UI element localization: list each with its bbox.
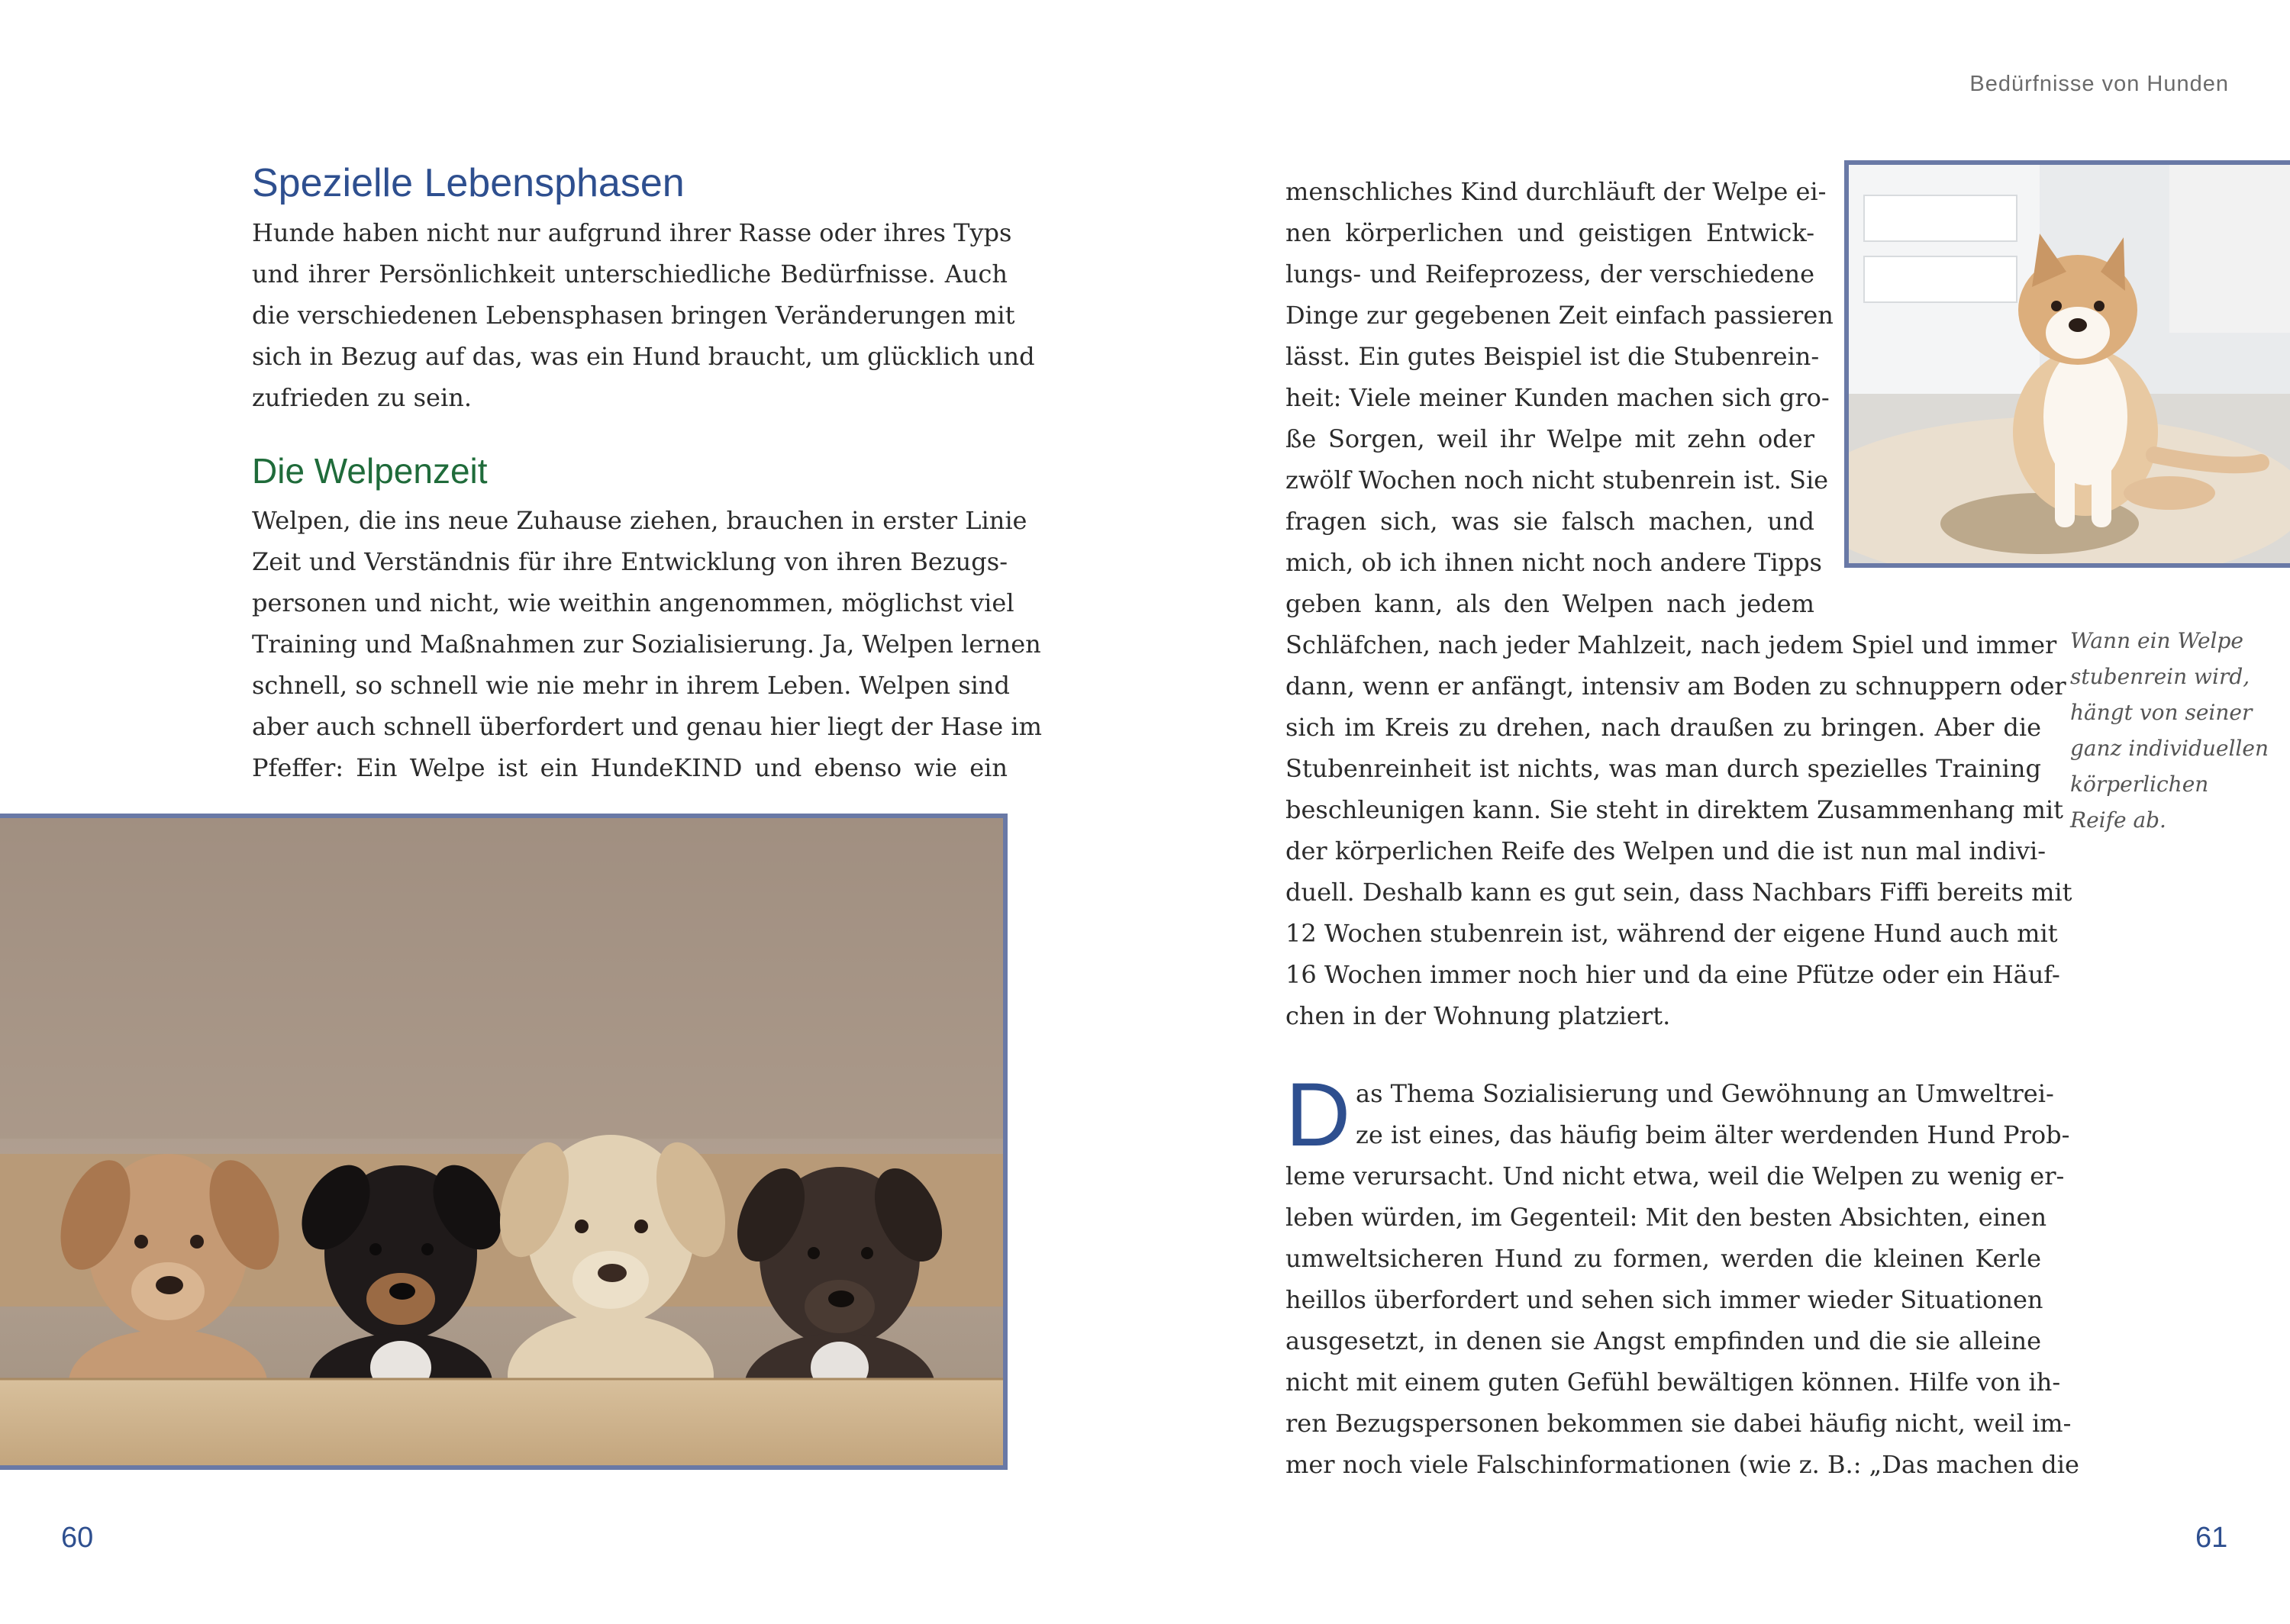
text-line: lungs- und Reifeprozess, der verschiedene — [1285, 259, 1814, 288]
text-line: chen in der Wohnung platziert. — [1285, 1001, 1671, 1030]
text-line: zwölf Wochen noch nicht stubenrein ist. Sie — [1285, 466, 1829, 495]
text-line: ren Bezugspersonen bekommen sie dabei häufig nicht, weil im- — [1285, 1409, 2072, 1438]
text-line: fragen sich, was sie falsch machen, und — [1285, 507, 1814, 536]
text-line: die verschiedenen Lebensphasen bringen Veränderungen mit — [252, 301, 1015, 330]
page-number-right: 61 — [2195, 1522, 2228, 1554]
text-line: schnell, so schnell wie nie mehr in ihrem Leben. Welpen sind — [252, 671, 1010, 700]
text-line: duell. Deshalb kann es gut sein, dass Nachbars Fiffi bereits mit — [1285, 878, 2072, 907]
text-line: personen und nicht, wie weithin angenommen, möglichst viel — [252, 588, 1014, 617]
akita-puppy-illustration — [1849, 165, 2290, 568]
text-line: zufrieden zu sein. — [252, 383, 472, 412]
text-line: mer noch viele Falschinformationen (wie z. B.: „Das machen die — [1285, 1450, 2079, 1479]
text-line: lässt. Ein gutes Beispiel ist die Stubenrein- — [1285, 342, 1820, 371]
text-line: der körperlichen Reife des Welpen und die ist nun mal indivi- — [1285, 836, 2046, 865]
text-line: leme verursacht. Und nicht etwa, weil die Welpen zu wenig er- — [1285, 1162, 2065, 1191]
section-heading-lebensphasen: Spezielle Lebensphasen — [252, 161, 685, 205]
text-line: 12 Wochen stubenrein ist, während der eigene Hund auch mit — [1285, 919, 2058, 948]
paragraph-continuation-wide — [1285, 624, 2072, 1036]
photo-caption: Wann ein Welpe stubenrein wird, hängt von seiner ganz individuellen körperlichen Reife ab. — [2070, 628, 2269, 833]
drop-cap: D — [1285, 1065, 1351, 1165]
paragraph-drop-cap-lines — [1356, 1073, 2070, 1155]
text-line: Zeit und Verständnis für ihre Entwicklung von ihren Bezugs- — [252, 547, 1008, 576]
text-line: sich in Bezug auf das, was ein Hund braucht, um glücklich und — [252, 342, 1035, 371]
akita-puppy-photo — [1844, 160, 2290, 568]
text-line: menschliches Kind durchläuft der Welpe ei- — [1285, 177, 1827, 206]
text-line: leben würden, im Gegenteil: Mit den besten Absichten, einen — [1285, 1203, 2047, 1232]
paragraph-welpenzeit — [252, 500, 1042, 788]
running-head: Bedürfnisse von Hunden — [1969, 72, 2229, 96]
text-line: ausgesetzt, in denen sie Angst empfinden und die sie alleine — [1285, 1326, 2041, 1355]
text-line: Dinge zur gegebenen Zeit einfach passieren — [1285, 301, 1834, 330]
text-line: Pfeffer: Ein Welpe ist ein HundeKIND und ebenso wie ein — [252, 753, 1008, 782]
text-line: geben kann, als den Welpen nach jedem — [1285, 589, 1814, 618]
text-line: Schläfchen, nach jeder Mahlzeit, nach jedem Spiel und immer — [1285, 630, 2057, 659]
text-line: aber auch schnell überfordert und genau hier liegt der Hase im — [252, 712, 1042, 741]
subheading-welpenzeit: Die Welpenzeit — [252, 451, 488, 491]
paragraph-continuation-narrow — [1285, 171, 1834, 624]
text-line: und ihrer Persönlichkeit unterschiedliche Bedürfnisse. Auch — [252, 259, 1008, 288]
text-line: Stubenreinheit ist nichts, was man durch spezielles Training — [1285, 754, 2041, 783]
text-line: ße Sorgen, weil ihr Welpe mit zehn oder — [1285, 424, 1814, 453]
text-line: sich im Kreis zu drehen, nach draußen zu bringen. Aber die — [1285, 713, 2041, 742]
text-line: 16 Wochen immer noch hier und da eine Pfütze oder ein Häuf- — [1285, 960, 2060, 989]
text-line: nicht mit einem guten Gefühl bewältigen können. Hilfe von ih- — [1285, 1368, 2061, 1397]
text-line: nen körperlichen und geistigen Entwick- — [1285, 218, 1814, 247]
paragraph-sozialisierung — [1285, 1155, 2079, 1485]
puppies-illustration — [0, 818, 1008, 1470]
text-line: umweltsicheren Hund zu formen, werden die kleinen Kerle — [1285, 1244, 2041, 1273]
text-line: dann, wenn er anfängt, intensiv am Boden zu schnuppern oder — [1285, 672, 2066, 701]
text-line: ze ist eines, das häufig beim älter werdenden Hund Prob- — [1356, 1120, 2070, 1149]
text-line: mich, ob ich ihnen nicht noch andere Tipps — [1285, 548, 1822, 577]
puppies-photo — [0, 814, 1008, 1470]
text-line: beschleunigen kann. Sie steht in direktem Zusammenhang mit — [1285, 795, 2063, 824]
text-line: Welpen, die ins neue Zuhause ziehen, brauchen in erster Linie — [252, 506, 1027, 535]
text-line: heit: Viele meiner Kunden machen sich gro- — [1285, 383, 1830, 412]
text-line: as Thema Sozialisierung und Gewöhnung an Umweltrei- — [1356, 1079, 2054, 1108]
text-line: Hunde haben nicht nur aufgrund ihrer Rasse oder ihres Typs — [252, 218, 1012, 247]
paragraph-lebensphasen — [252, 212, 1035, 418]
page-number-left: 60 — [61, 1522, 94, 1554]
text-line: heillos überfordert und sehen sich immer wieder Situationen — [1285, 1285, 2043, 1314]
text-line: Training und Maßnahmen zur Sozialisierung. Ja, Welpen lernen — [252, 630, 1041, 659]
